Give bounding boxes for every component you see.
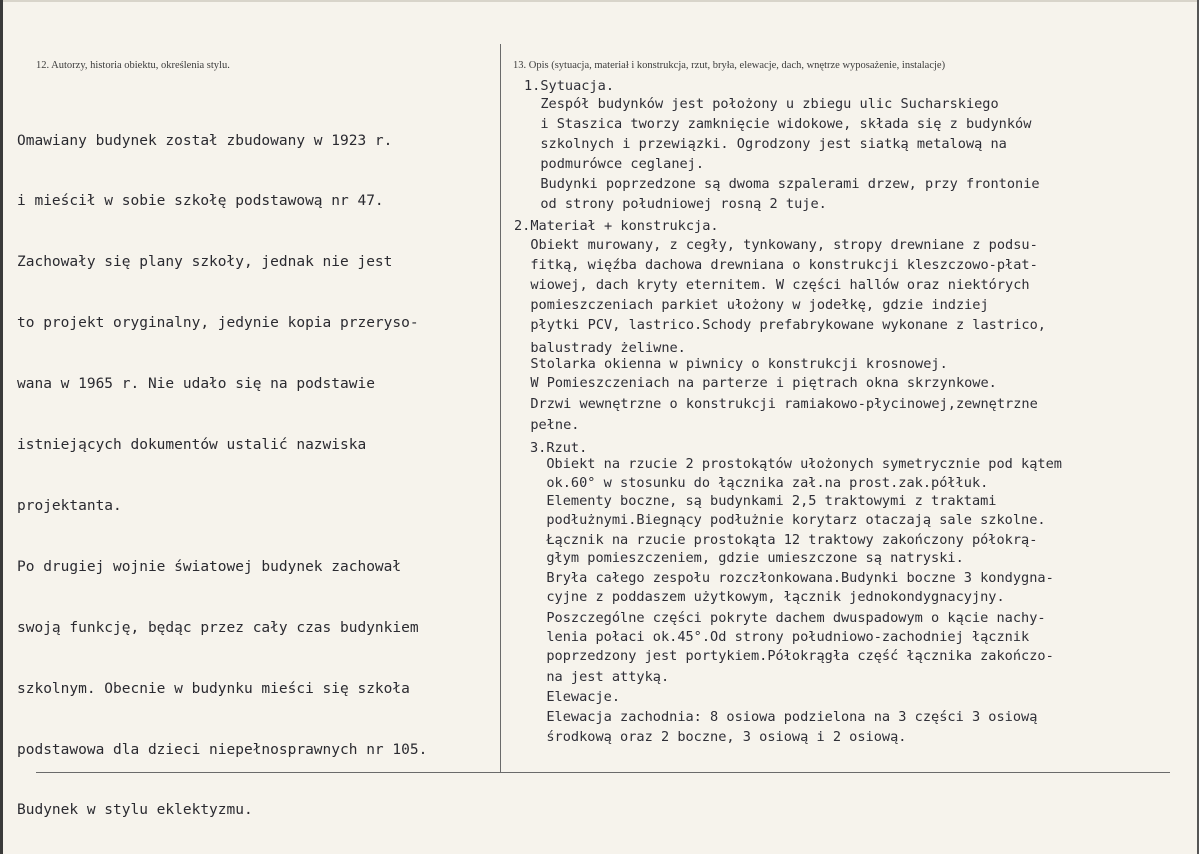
description-line: Obiekt murowany, z cegły, tynkowany, stropy drewniane z podsu- bbox=[514, 237, 1038, 253]
section-heading-rzut: 3.Rzut. bbox=[530, 440, 588, 456]
description-line: Drzwi wewnętrzne o konstrukcji ramiakowo-płycinowej,zewnętrzne bbox=[514, 396, 1038, 412]
description-line: podłużnymi.Biegnący podłużnie korytarz otaczają sale szkolne. bbox=[530, 512, 1046, 528]
page-top-edge bbox=[0, 0, 1199, 2]
description-line: Łącznik na rzucie prostokąta 12 traktowy zakończony półokrą- bbox=[530, 532, 1038, 548]
history-line: Po drugiej wojnie światowej budynek zachował bbox=[17, 558, 402, 575]
description-line: środkową oraz 2 boczne, 3 osiową i 2 osiową. bbox=[530, 729, 907, 745]
history-line: i mieścił w sobie szkołę podstawową nr 47. bbox=[17, 193, 384, 210]
history-line: istniejących dokumentów ustalić nazwiska bbox=[17, 437, 367, 454]
description-line: szkolnych i przewiązki. Ogrodzony jest siatką metalową na bbox=[524, 136, 1007, 152]
section-heading-material: 2.Materiał + konstrukcja. bbox=[514, 218, 719, 234]
history-line: podstawowa dla dzieci niepełnosprawnych nr 105. bbox=[17, 741, 428, 758]
description-line: lenia połaci ok.45°.Od strony południowo-zachodniej łącznik bbox=[530, 629, 1030, 645]
column-divider bbox=[500, 44, 501, 772]
history-line: projektanta. bbox=[17, 497, 122, 514]
history-line: Omawiany budynek został zbudowany w 1923 r. bbox=[17, 132, 393, 149]
description-line: głym pomieszczeniem, gdzie umieszczone są natryski. bbox=[530, 550, 964, 566]
description-line: Obiekt na rzucie 2 prostokątów ułożonych symetrycznie pod kątem bbox=[530, 456, 1062, 472]
history-line: Zachowały się plany szkoły, jednak nie jest bbox=[17, 254, 393, 271]
description-line: Zespół budynków jest położony u zbiegu ulic Sucharskiego bbox=[524, 96, 999, 112]
description-line: Budynki poprzedzone są dwoma szpalerami drzew, przy frontonie bbox=[524, 176, 1040, 192]
description-line: pełne. bbox=[514, 417, 580, 433]
description-line: płytki PCV, lastrico.Schody prefabrykowane wykonane z lastrico, bbox=[514, 317, 1046, 333]
description-line: podmurówce ceglanej. bbox=[524, 156, 705, 172]
description-line: fitką, więźba dachowa drewniana o konstrukcji kleszczowo-płat- bbox=[514, 257, 1038, 273]
history-line: Budynek w stylu eklektyzmu. bbox=[17, 802, 253, 819]
section-heading-sytuacja: 1.Sytuacja. bbox=[524, 78, 615, 94]
description-line: cyjne z poddaszem użytkowym, łącznik jednokondygnacyjny. bbox=[530, 589, 1005, 605]
description-line: i Staszica tworzy zamknięcie widokowe, składa się z budynków bbox=[524, 116, 1032, 132]
description-line: Elewacje. bbox=[530, 689, 621, 705]
description-line: wiowej, dach kryty eternitem. W części hallów oraz niektórych bbox=[514, 277, 1030, 293]
description-line: Stolarka okienna w piwnicy o konstrukcji krosnowej. bbox=[514, 356, 948, 372]
description-text-block bbox=[514, 78, 1196, 745]
description-line: Poszczególne części pokryte dachem dwuspadowym o kącie nachy- bbox=[530, 610, 1046, 626]
description-line: pomieszczeniach parkiet ułożony w jodełkę, gdzie indziej bbox=[514, 297, 989, 313]
description-line: balustrady żeliwne. bbox=[514, 340, 686, 356]
section-12-header: 12. Autorzy, historia obiektu, określenia stylu. bbox=[36, 60, 230, 71]
section-13-header: 13. Opis (sytuacja, materiał i konstrukcja, rzut, bryła, elewacje, dach, wnętrze wyposażenie, instalacje) bbox=[513, 60, 946, 71]
description-line: Elewacja zachodnia: 8 osiowa podzielona na 3 części 3 osiową bbox=[530, 709, 1038, 725]
history-line: wana w 1965 r. Nie udało się na podstawie bbox=[17, 376, 375, 393]
description-line: Elementy boczne, są budynkami 2,5 traktowymi z traktami bbox=[530, 493, 997, 509]
page-left-edge bbox=[0, 0, 3, 854]
description-line: poprzedzony jest portykiem.Półokrągła część łącznika zakończo- bbox=[530, 648, 1054, 664]
history-text-block bbox=[17, 90, 497, 854]
description-line: Bryła całego zespołu rozczłonkowana.Budynki boczne 3 kondygna- bbox=[530, 570, 1054, 586]
description-line: ok.60° w stosunku do łącznika zał.na prost.zak.półłuk. bbox=[530, 475, 989, 491]
description-line: od strony południowej rosną 2 tuje. bbox=[524, 196, 827, 212]
description-line: na jest attyką. bbox=[530, 669, 670, 685]
history-line: to projekt oryginalny, jedynie kopia przeryso- bbox=[17, 315, 419, 332]
history-line: szkolnym. Obecnie w budynku mieści się szkoła bbox=[17, 680, 410, 697]
description-line: W Pomieszczeniach na parterze i piętrach okna skrzynkowe. bbox=[514, 375, 997, 391]
history-line: swoją funkcję, będąc przez cały czas budynkiem bbox=[17, 619, 419, 636]
